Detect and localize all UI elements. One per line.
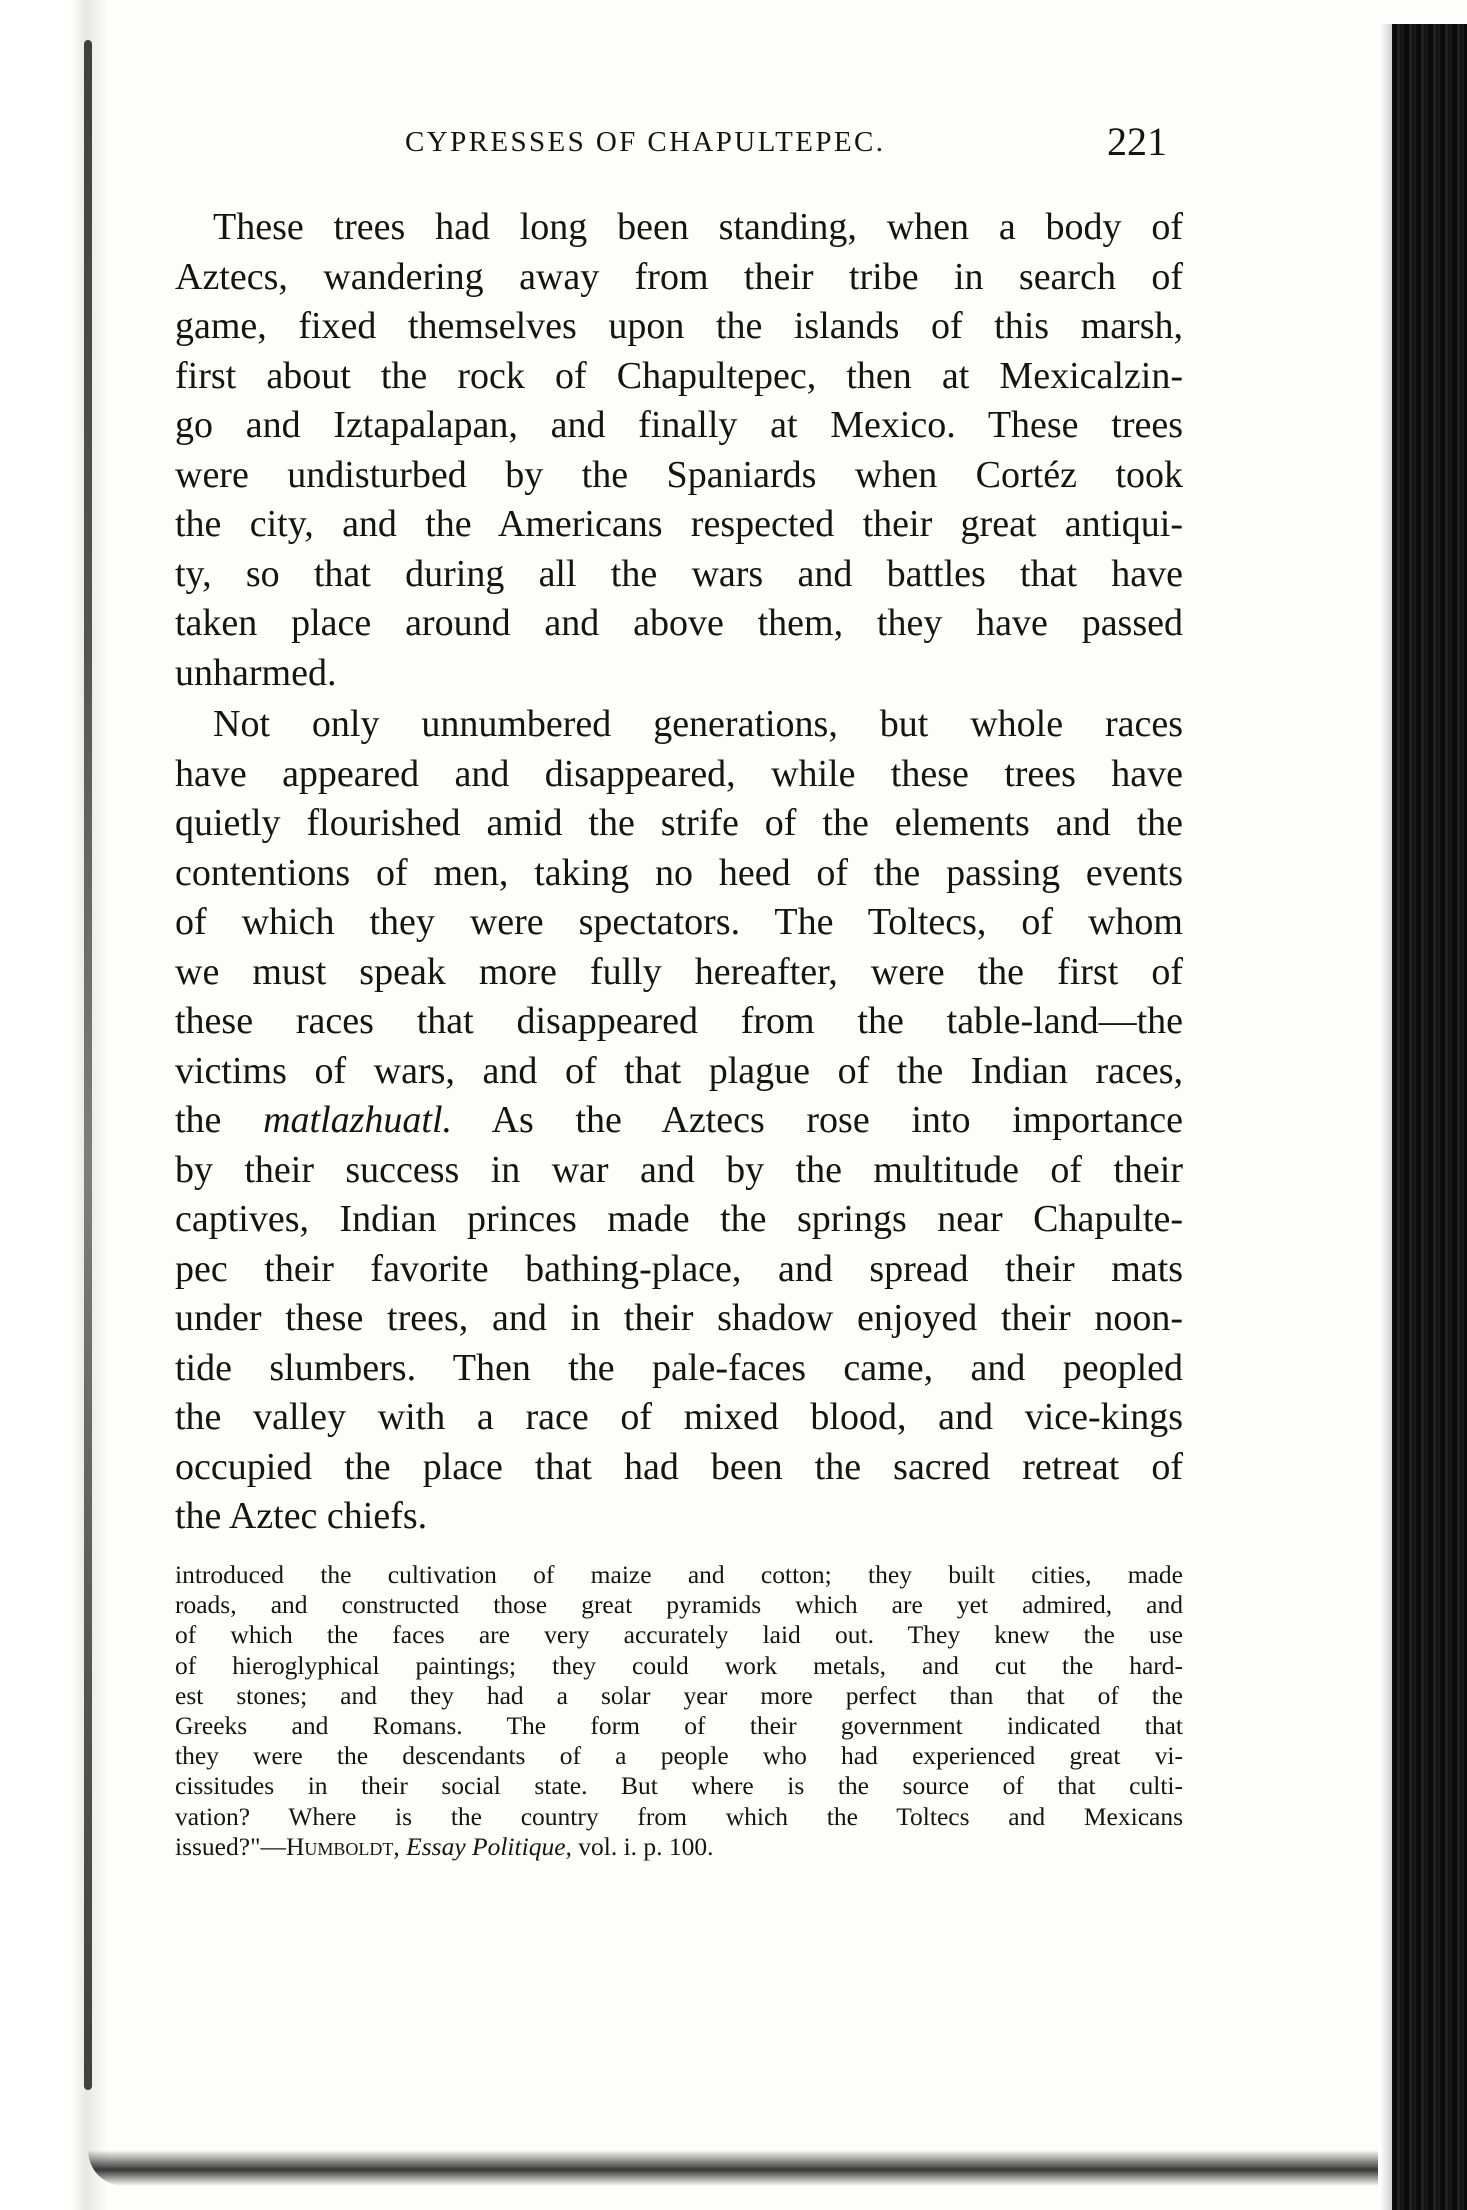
footnote-line: roads, and constructed those great pyramids which are yet admired, and (175, 1590, 1183, 1620)
text-line: the city, and the Americans respected their great antiqui- (175, 503, 1183, 545)
text-line: quietly flourished amid the strife of the elements and the (175, 802, 1183, 844)
bottom-page-edge (88, 2150, 1378, 2186)
footnote-line: of which the faces are very accurately laid out. They knew the use (175, 1620, 1183, 1650)
citation-author: Humboldt, (285, 1831, 400, 1861)
text-line: pec their favorite bathing-place, and spread their mats (175, 1247, 1183, 1290)
text-line: Aztecs, wandering away from their tribe in search of (175, 255, 1183, 298)
text-line: taken place around and above them, they have passed (175, 602, 1183, 644)
main-text (175, 203, 1183, 1542)
footnote-line: introduced the cultivation of maize and cotton; they built cities, made (175, 1560, 1183, 1589)
footnote-line: of hieroglyphical paintings; they could work metals, and cut the hard- (175, 1650, 1183, 1680)
footnote-line: est stones; and they had a solar year more perfect than that of the (175, 1680, 1183, 1710)
page-edge-dark (1392, 24, 1467, 2210)
text-line: the valley with a race of mixed blood, and vice-kings (175, 1396, 1183, 1438)
text-line: the Aztec chiefs. (175, 1495, 428, 1537)
citation-prefix: issued?"— (175, 1831, 286, 1861)
text-line: unharmed. (175, 651, 337, 694)
text-fragment: the (175, 1099, 264, 1141)
footnote-line: vation? Where is the country from which the Toltecs and Mexicans (175, 1801, 1183, 1831)
text-line: have appeared and disappeared, while these trees have (175, 752, 1183, 795)
text-fragment: As the Aztecs rose into importance (452, 1099, 1183, 1141)
text-line: victims of wars, and of that plague of the Indian races, (175, 1049, 1183, 1092)
text-line: these races that disappeared from the table-land—the (175, 1000, 1183, 1042)
footnote-line: Greeks and Romans. The form of their government indicated that (175, 1710, 1183, 1740)
text-line: of which they were spectators. The Toltecs, of whom (175, 901, 1183, 943)
text-line: game, fixed themselves upon the islands of this marsh, (175, 305, 1183, 347)
text-line: go and Iztapalapan, and finally at Mexico. These trees (175, 404, 1183, 446)
text-line: ty, so that during all the wars and battles that have (175, 552, 1183, 595)
page-header (185, 118, 1185, 178)
text-line: Not only unnumbered generations, but whole races (213, 703, 1183, 745)
italic-term: matlazhuatl. (263, 1099, 453, 1141)
footnote-citation-line (175, 1832, 1183, 1862)
footnote-line: cissitudes in their social state. But where is the source of that culti- (175, 1771, 1183, 1801)
footnote (175, 1560, 1183, 1862)
text-line: were undisturbed by the Spaniards when Cortéz took (175, 453, 1183, 496)
running-title: CYPRESSES OF CHAPULTEPEC. (405, 126, 886, 158)
text-line: by their success in war and by the multitude of their (175, 1148, 1183, 1191)
citation-location: vol. i. p. 100. (571, 1831, 714, 1861)
paragraph-2 (175, 700, 1183, 1542)
text-line-with-italic (175, 1096, 1183, 1146)
text-line: tide slumbers. Then the pale-faces came, and peopled (175, 1346, 1183, 1389)
binding-edge (84, 40, 92, 2090)
text-line: contentions of men, taking no heed of the passing events (175, 851, 1183, 894)
citation-title: Essay Politique, (406, 1831, 572, 1861)
page-edge-highlight (1380, 24, 1392, 2210)
text-line: These trees had long been standing, when a body of (213, 206, 1183, 248)
text-line: captives, Indian princes made the springs near Chapulte- (175, 1198, 1183, 1240)
text-line: we must speak more fully hereafter, were the first of (175, 950, 1183, 993)
text-line: under these trees, and in their shadow enjoyed their noon- (175, 1297, 1183, 1339)
text-line: occupied the place that had been the sacred retreat of (175, 1445, 1183, 1488)
footnote-line: they were the descendants of a people who had experienced great vi- (175, 1741, 1183, 1771)
binding-shadow (0, 0, 110, 2210)
page-number: 221 (1107, 119, 1167, 164)
text-line: first about the rock of Chapultepec, then at Mexicalzin- (175, 354, 1183, 397)
paragraph-1 (175, 203, 1183, 698)
